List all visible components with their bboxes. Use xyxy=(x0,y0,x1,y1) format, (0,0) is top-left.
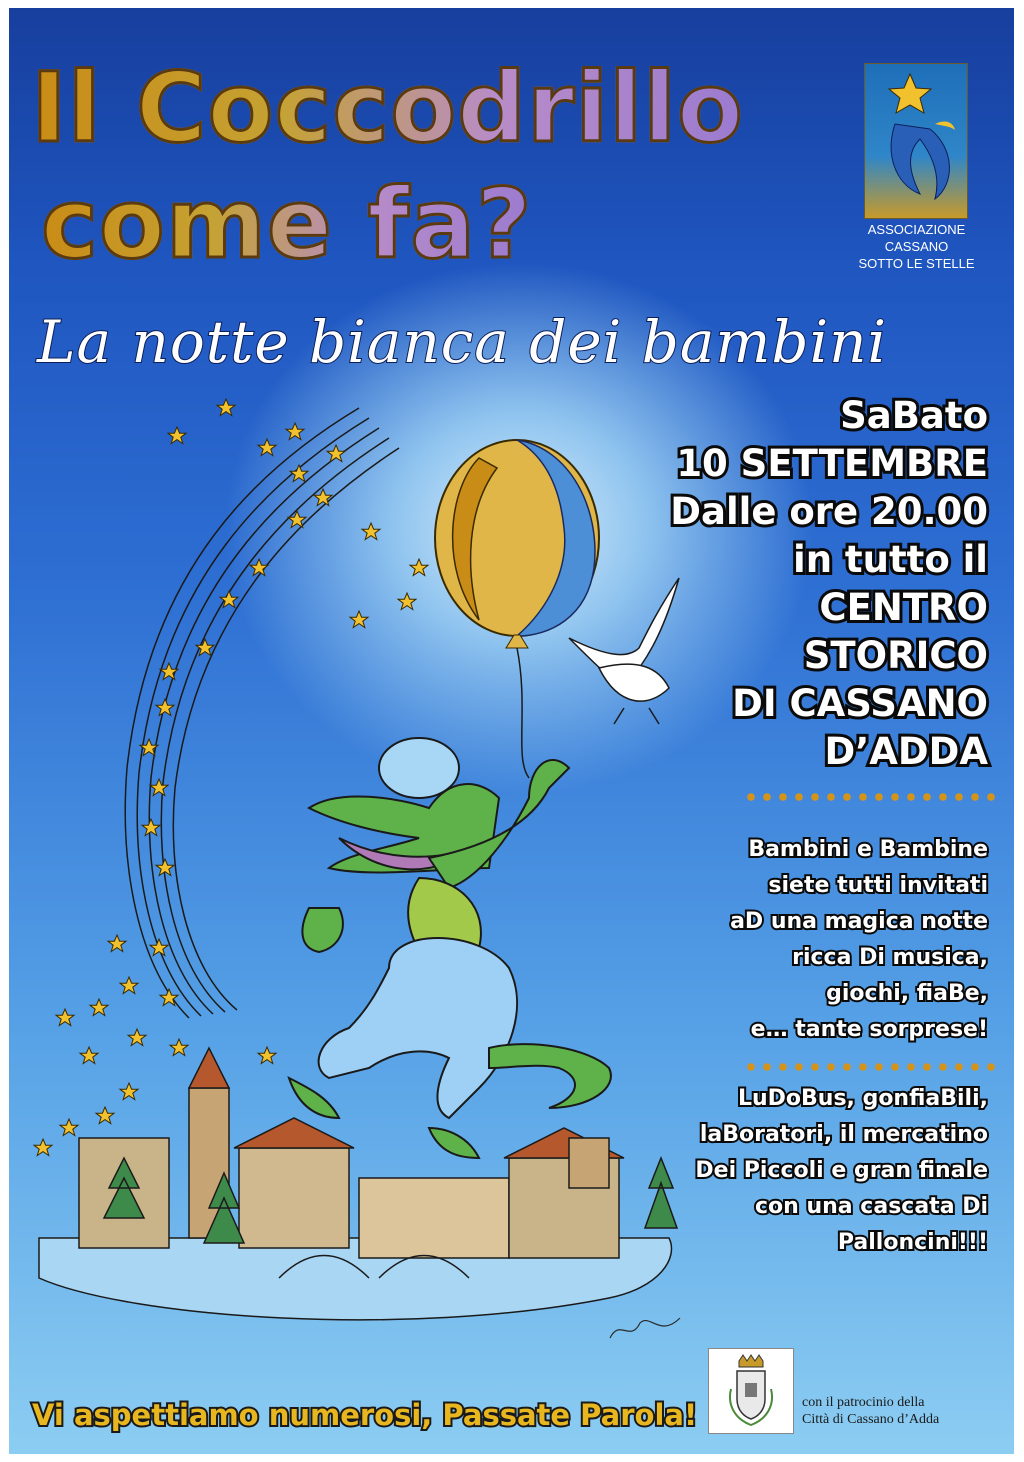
activities-line: laBoratori, il mercatino xyxy=(699,1122,988,1147)
crocodile-illustration xyxy=(289,738,611,1158)
event-place-line-5: D’ADDA xyxy=(824,730,988,773)
invitation-line: Bambini e Bambine xyxy=(748,837,988,862)
moon-balloon-illustration xyxy=(435,440,599,778)
event-place-line-3: STORICO xyxy=(803,634,988,677)
invitation-line: siete tutti invitati xyxy=(768,873,988,898)
subtitle: La notte bianca dei bambini xyxy=(37,308,888,376)
activities-text xyxy=(658,1081,988,1261)
poster xyxy=(9,8,1014,1454)
artist-signature-icon xyxy=(605,1308,685,1348)
association-name-line-3: SOTTO LE STELLE xyxy=(858,256,975,271)
patronage-line-1: con il patrocinio della xyxy=(802,1395,925,1410)
invitation-text xyxy=(658,832,988,1048)
association-name-line-1: ASSOCIAZIONE xyxy=(867,222,966,237)
patronage xyxy=(802,1394,939,1428)
footer-slogan: Vi aspettiamo numerosi, Passate Parola! xyxy=(32,1398,698,1432)
event-day: SaBato xyxy=(840,394,988,437)
activities-line: LuDoBus, gonfiaBili, xyxy=(737,1086,988,1111)
invitation-line: e… tante sorprese! xyxy=(750,1017,988,1042)
association-name-line-2: CASSANO xyxy=(884,239,949,254)
dotted-divider xyxy=(743,1062,1001,1072)
activities-line: Palloncini!!! xyxy=(837,1230,988,1255)
title-line-2: come fa? xyxy=(41,168,533,280)
city-crest-icon xyxy=(708,1348,794,1434)
association-logo-icon xyxy=(864,63,968,219)
event-info xyxy=(628,392,988,776)
event-place-line-2: CENTRO xyxy=(819,586,988,629)
patronage-line-2: Città di Cassano d’Adda xyxy=(802,1412,940,1427)
event-date: 10 SETTEMBRE xyxy=(676,442,988,485)
invitation-line: ricca Di musica, xyxy=(792,945,988,970)
event-time: Dalle ore 20.00 xyxy=(670,490,988,533)
invitation-line: aD una magica notte xyxy=(730,909,988,934)
dotted-divider xyxy=(743,792,1001,802)
activities-line: Dei Piccoli e gran finale xyxy=(695,1158,988,1183)
activities-line: con una cascata Di xyxy=(755,1194,988,1219)
association-name xyxy=(829,221,1004,272)
event-place-line-4: DI CASSANO xyxy=(732,682,988,725)
event-place-line-1: in tutto il xyxy=(793,538,988,581)
invitation-line: giochi, fiaBe, xyxy=(826,981,988,1006)
title-line-1: Il Coccodrillo xyxy=(31,52,744,164)
